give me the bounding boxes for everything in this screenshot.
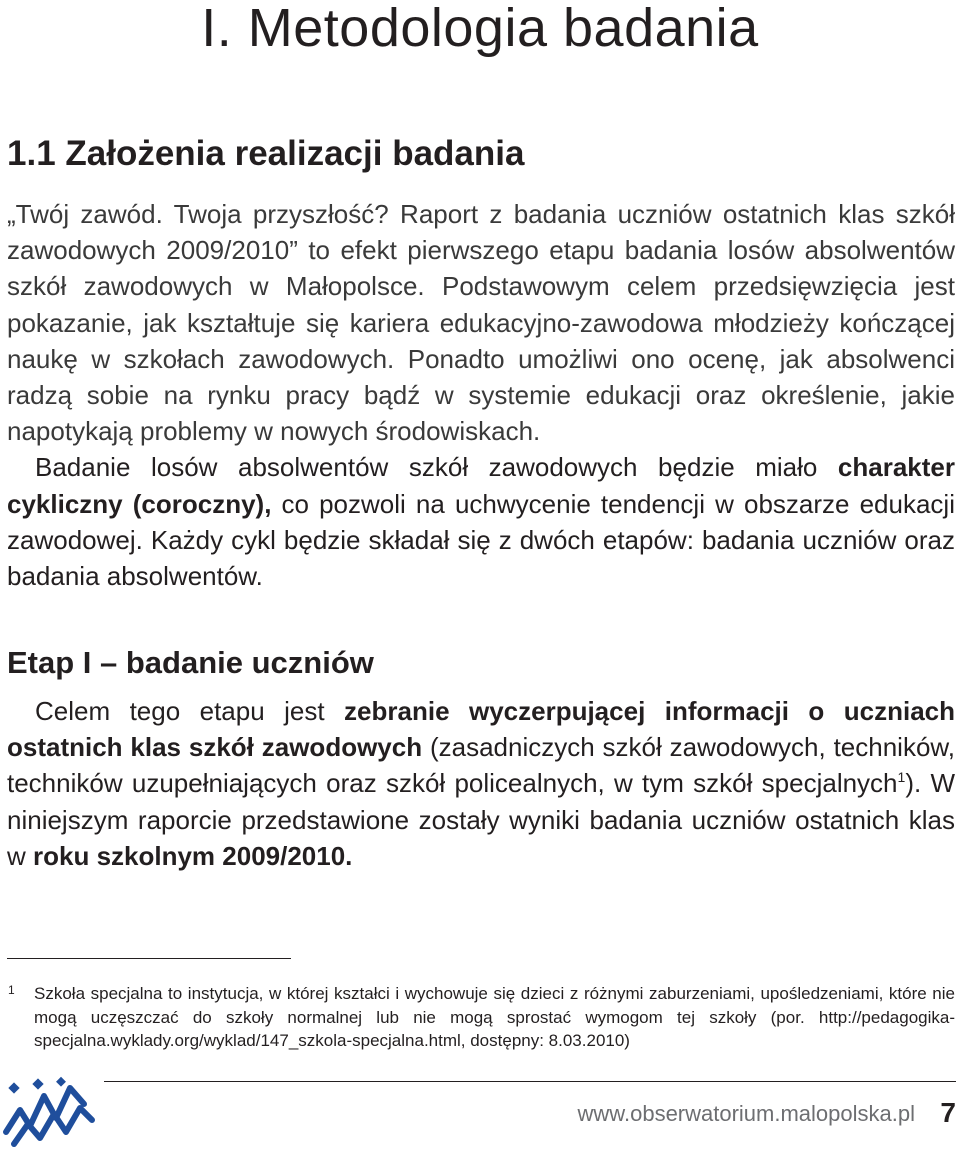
- stage-paragraph-text2: (zasadniczych szkół zawodowych, techników, techników uzupełniających oraz szkół policealnych, w tym szkół specjalnych: [7, 732, 955, 799]
- intro-paragraph-part2-after: co pozwoli na uchwycenie tendencji w obszarze edukacji zawodowej. Każdy cykl będzie składał się z dwóch etapów: badania uczniów oraz badania absolwentów.: [7, 488, 955, 592]
- section-heading: 1.1 Założenia realizacji badania: [7, 134, 525, 173]
- stage-paragraph-bold1: zebranie wyczerpującej informacji o uczniach ostatnich klas szkół zawodowych: [7, 696, 956, 763]
- stage-paragraph-bold2: roku szkolnym 2009/2010.: [33, 840, 353, 871]
- obserwatorium-logo-icon: [0, 1074, 96, 1149]
- stage-paragraph-text1: Celem tego etapu jest: [35, 696, 345, 726]
- stage-paragraph-text3: ). W niniejszym raporcie przedstawione zostały wyniki badania uczniów ostatnich klas w: [7, 768, 955, 871]
- footnote-number: 1: [8, 983, 15, 997]
- footer-url[interactable]: www.obserwatorium.malopolska.pl: [577, 1101, 915, 1126]
- footnote-divider: [7, 958, 291, 959]
- stage-paragraph-indent: [7, 696, 35, 726]
- intro-paragraph: [7, 196, 955, 594]
- intro-paragraph-part1: „Twój zawód. Twoja przyszłość? Raport z badania uczniów ostatnich klas szkół zawodowych 2009/2010” to efekt pierwszego etapu badania losów absolwentów szkół zawodowych w Małopolsce. Podstawowym celem przedsięwzięcia jest pokazanie, jak kształtuje się kariera edukacyjno-zawodowa młodzieży kończącej naukę w szkołach zawodowych. Ponadto umożliwi ono ocenę, jak absolwenci radzą sobie na rynku pracy bądź w systemie edukacji oraz określenie, jakie napotykają problemy w nowych środowiskach.: [7, 199, 955, 447]
- footer-divider: [104, 1081, 956, 1082]
- footnote-text: Szkoła specjalna to instytucja, w której kształci i wychowuje się dzieci z różnymi zaburzeniami, upośledzeniami, które nie mogą uczęszczać do szkoły normalnej lub nie mogą sprostać wymogom tej szkoły (por. http://pedagogika-specjalna.wyklady.org/wyklad/147_szkola-specjalna.html, dostępny: 8.03.2010): [34, 984, 955, 1051]
- page-title: I. Metodologia badania: [201, 0, 759, 58]
- page-number: 7: [940, 1097, 956, 1128]
- intro-paragraph-part2-indent: [7, 452, 35, 482]
- footnote-reference[interactable]: 1: [897, 769, 906, 786]
- intro-paragraph-bold: charakter cykliczny (coroczny),: [7, 452, 955, 519]
- stage-paragraph: [7, 693, 955, 874]
- stage-heading: Etap I – badanie uczniów: [7, 645, 374, 680]
- intro-paragraph-part2-before: Badanie losów absolwentów szkół zawodowych będzie miało: [35, 452, 838, 483]
